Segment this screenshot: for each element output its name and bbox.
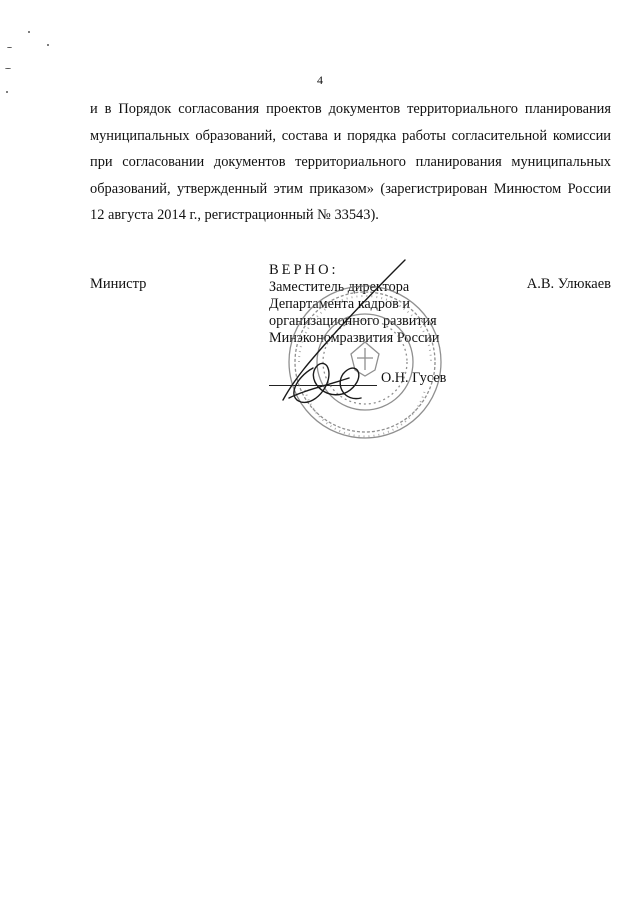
minister-label: Министр	[90, 276, 147, 292]
page-number: 4	[317, 73, 323, 87]
body-paragraph: и в Порядок согласования проектов документов территориального планирования муниципальных образований, состава и порядка работы согласительной комиссии при согласовании документов территориального планирования муниципальных образований, утвержденный этим приказом» (зарегистрирован Минюстом России 12 августа 2014 г., регистрационный № 33543).	[90, 101, 611, 224]
certification-block	[269, 262, 439, 347]
certification-line: Департамента кадров и	[269, 296, 410, 312]
signature-line	[269, 385, 377, 386]
certification-line: Минэкономразвития России	[269, 330, 440, 346]
signatory-name: О.Н. Гусев	[381, 370, 447, 386]
certification-line: Заместитель директора	[269, 279, 410, 295]
certification-heading: ВЕРНО:	[269, 262, 339, 278]
scan-speck	[47, 44, 49, 46]
scan-speck	[28, 31, 30, 33]
scan-speck	[7, 47, 12, 48]
scan-speck	[5, 68, 11, 69]
scan-speck	[6, 91, 8, 93]
minister-name: А.В. Улюкаев	[526, 276, 611, 292]
certification-line: организационного развития	[269, 313, 437, 329]
